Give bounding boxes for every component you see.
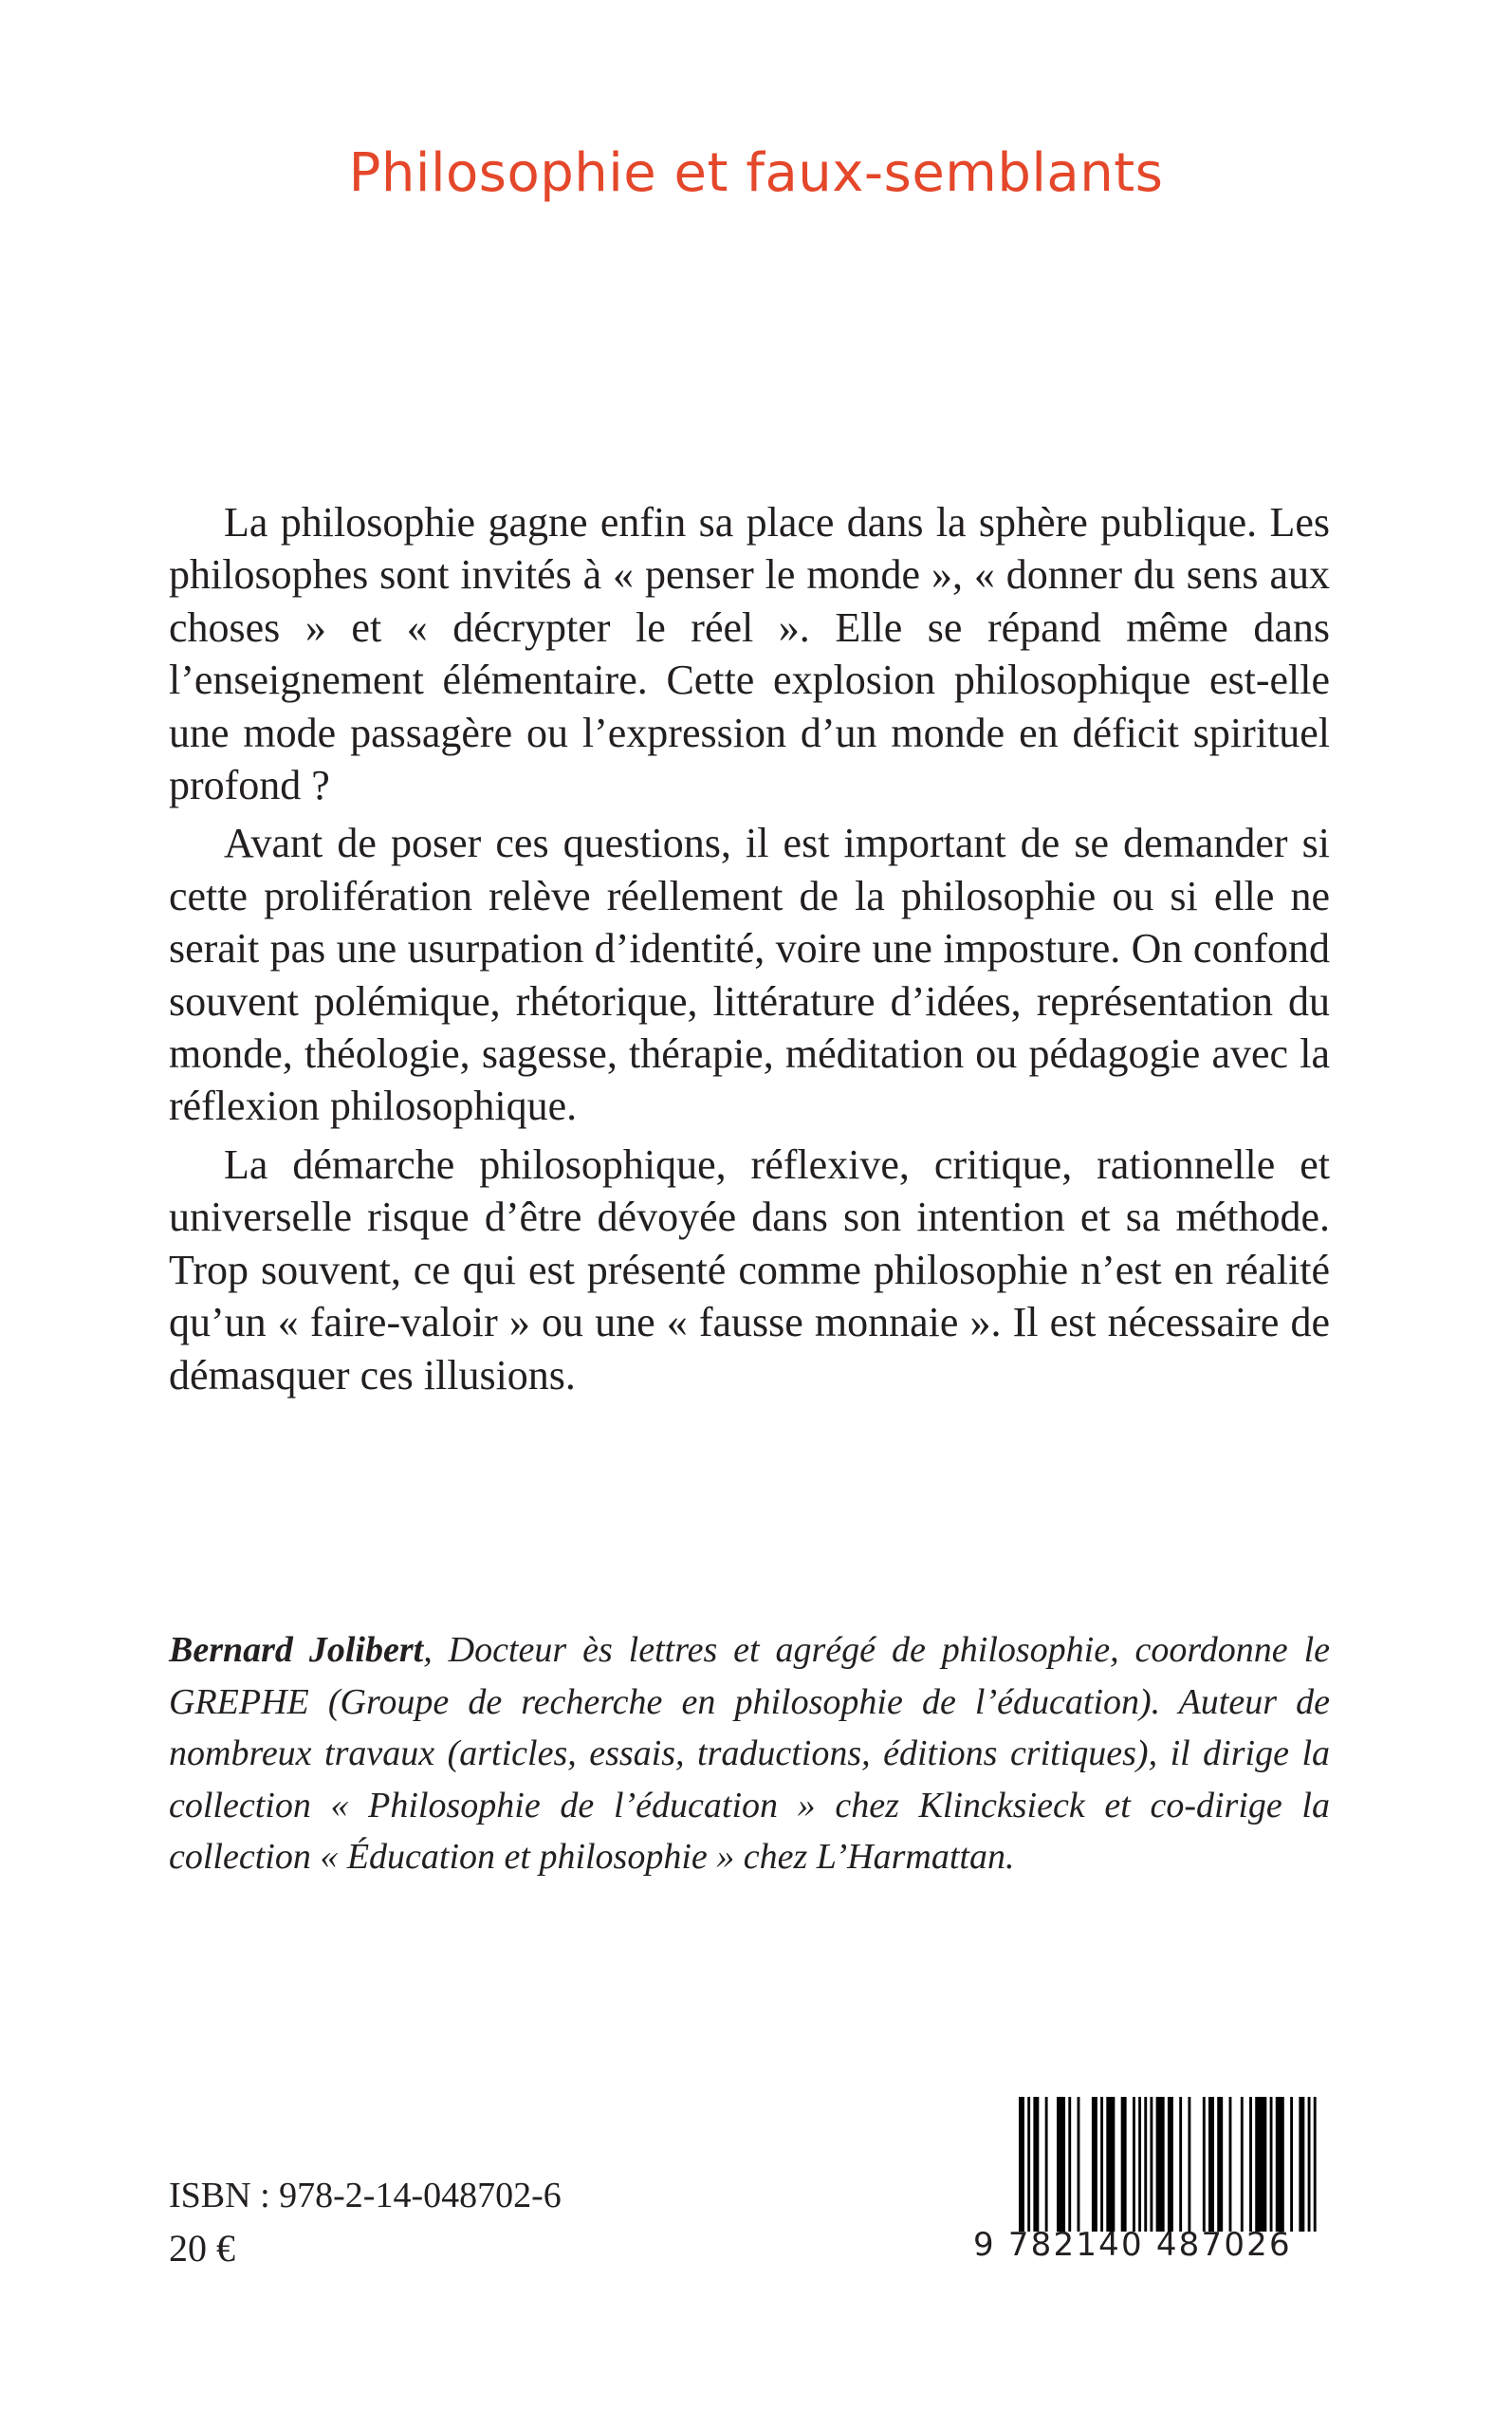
barcode-bar	[1229, 2097, 1232, 2232]
barcode-bar	[1078, 2097, 1080, 2232]
author-bio-text: , Docteur ès lettres et agrégé de philosophie, coordonne le GREPHE (Groupe de recherche en philosophie de l’éducation). Auteur de nombreux travaux (articles, essais, traductions, éditions critiques), il dirige la collection « Philosophie de l’éducation » chez Klincksieck et co-dirige la collection « Éducation et philosophie » chez L’Harmattan.	[169, 1630, 1331, 1877]
barcode	[958, 2097, 1328, 2266]
price: 20 €	[169, 2227, 235, 2270]
barcode-bar	[1290, 2097, 1293, 2232]
back-cover-blurb	[169, 496, 1330, 1407]
barcode-digits: 9 782140 487026	[973, 2226, 1292, 2264]
barcode-bar	[1033, 2097, 1039, 2232]
barcode-bar	[1299, 2097, 1304, 2232]
book-title: Philosophie et faux-semblants	[348, 142, 1164, 204]
barcode-bar	[1138, 2097, 1141, 2232]
barcode-bar	[1156, 2097, 1165, 2232]
blurb-paragraph: La philosophie gagne enfin sa place dans la sphère publique. Les philosophes sont invités à « penser le monde », « donner du sens aux choses » et « décrypter le réel ». Elle se répand même dans l’enseignement élémentaire. Cette explosion philosophique est-elle une mode passagère ou l’expression d’un monde en déficit spirituel profond ?	[169, 499, 1330, 809]
barcode-bar	[1100, 2097, 1103, 2232]
barcode-bar	[1068, 2097, 1071, 2232]
barcode-bar	[1241, 2097, 1244, 2232]
barcode-bar	[1249, 2097, 1252, 2232]
blurb-paragraph: Avant de poser ces questions, il est important de se demander si cette prolifération relève réellement de la philosophie ou si elle ne serait pas une usurpation d’identité, voire une imposture. On confond souvent polémique, rhétorique, littérature d’idées, représentation du monde, théologie, sagesse, thérapie, méditation ou pédagogie avec la réflexion philosophique.	[169, 820, 1330, 1130]
barcode-bar	[1019, 2097, 1024, 2232]
barcode-bar	[1027, 2097, 1030, 2232]
barcode-bar	[1255, 2097, 1266, 2232]
barcode-bar	[1314, 2097, 1317, 2232]
barcode-bar	[1057, 2097, 1065, 2232]
barcode-bar	[1144, 2097, 1147, 2232]
barcode-bar	[1188, 2097, 1190, 2232]
author-name: Bernard Jolibert	[169, 1630, 424, 1670]
barcode-bar	[1179, 2097, 1182, 2232]
barcode-bar	[1092, 2097, 1097, 2232]
barcode-bar	[1121, 2097, 1127, 2232]
barcode-bar	[1106, 2097, 1115, 2232]
barcode-bar	[1045, 2097, 1048, 2232]
barcode-bar	[1270, 2097, 1273, 2232]
barcode-bar	[1203, 2097, 1206, 2232]
isbn: ISBN : 978-2-14-048702-6	[169, 2176, 562, 2215]
barcode-bar	[1208, 2097, 1214, 2232]
barcode-bars	[1019, 2097, 1322, 2232]
barcode-bar	[1308, 2097, 1311, 2232]
barcode-bar	[1150, 2097, 1152, 2232]
author-bio	[169, 1624, 1330, 1883]
blurb-paragraph: La démarche philosophique, réflexive, critique, rationnelle et universelle risque d’être dévoyée dans son intention et sa méthode. Trop souvent, ce qui est présenté comme philosophie n’est en réalité qu’un « faire-valoir » ou une « fausse monnaie ». Il est nécessaire de démasquer ces illusions.	[169, 1140, 1330, 1399]
barcode-bar	[1276, 2097, 1284, 2232]
barcode-bar	[1168, 2097, 1173, 2232]
barcode-bar	[1133, 2097, 1135, 2232]
barcode-bar	[1217, 2097, 1223, 2232]
